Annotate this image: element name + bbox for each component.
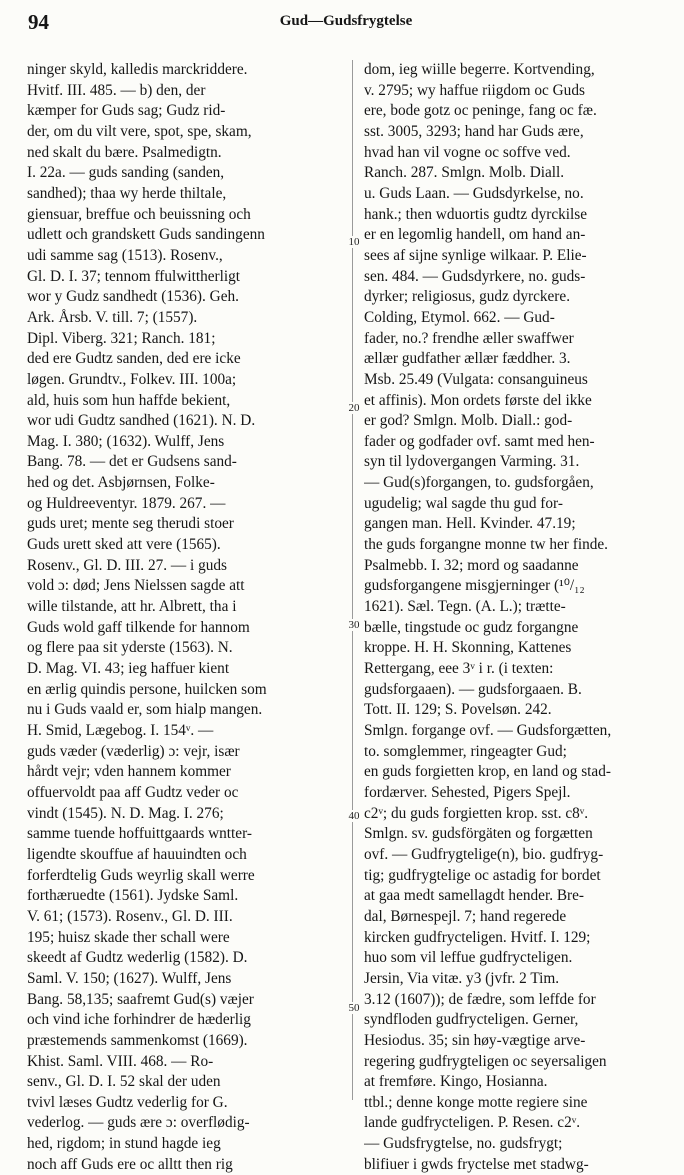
right-column-line: — Gudsfrygtelse, no. gudsfrygt; <box>364 1135 563 1153</box>
left-column-line: ded ere Gudtz sanden, ded ere icke <box>27 350 241 368</box>
right-column-line: — Gud(s)forgangen, to. gudsforgåen, <box>364 474 594 492</box>
right-column-line: Smlgn. sv. gudsförgäten og forgætten <box>364 825 593 843</box>
left-column-line: der, om du vilt vere, spot, spe, skam, <box>27 122 252 140</box>
right-column-line: 1621). Sæl. Tegn. (A. L.); trætte- <box>364 598 566 616</box>
left-column-line: hårdt vejr; vden hannem kommer <box>27 763 231 781</box>
left-column-line: och vind iche forhindrer de hæderlig <box>27 1011 251 1029</box>
page-header <box>22 10 670 36</box>
left-column-line: ald, huis som hun haffde bekient, <box>27 391 231 409</box>
page-number: 94 <box>28 10 49 34</box>
right-column-line: at gaa medt samellagdt hender. Bre- <box>364 887 585 905</box>
left-column-line: I. 22a. — guds sanding (sanden, <box>27 164 225 182</box>
left-column-line: D. Mag. VI. 43; ieg haffuer kient <box>27 660 230 678</box>
line-marker-20: 20 <box>343 402 365 414</box>
right-column-line: Msb. 25.49 (Vulgata: consanguineus <box>364 370 588 388</box>
right-column-line: et affinis). Mon ordets første del ikke <box>364 391 592 409</box>
left-column-line: kæmper for Guds sag; Gudz rid- <box>27 102 226 120</box>
line-marker-30: 30 <box>343 619 365 631</box>
right-column <box>364 60 670 1175</box>
right-column-line: Tott. II. 129; S. Povelsøn. 242. <box>364 701 552 719</box>
left-column-line: 195; huisz skade ther schall were <box>27 928 230 946</box>
right-column-line: Ranch. 287. Smlgn. Molb. Diall. <box>364 164 565 182</box>
left-column-line: tvivl læses Gudtz vederlig for G. <box>27 1093 228 1111</box>
right-column-line: sst. 3005, 3293; hand har Guds ære, <box>364 122 584 140</box>
right-column-line: bælle, tingstude oc gudz forgangne <box>364 618 579 636</box>
running-head: Gud—Gudsfrygtelse <box>279 13 413 29</box>
right-column-line: Smlgn. forgange ovf. — Gudsforgætten, <box>364 722 612 739</box>
right-column-line: lande gudfrycteligen. P. Resen. c2ᵛ. <box>364 1114 581 1132</box>
left-column-line: en ærlig quindis persone, huilcken som <box>27 680 267 698</box>
left-column-line: ninger skyld, kalledis marckriddere. <box>27 61 248 78</box>
left-column-line: Rosenv., Gl. D. III. 27. — i guds <box>27 556 227 574</box>
left-column-line: Bang. 58,135; saafremt Gud(s) væjer <box>27 990 254 1008</box>
right-column-line: ttbl.; denne konge motte regiere sine <box>364 1093 588 1111</box>
left-column-line: wille tilstande, att hr. Albrett, tha i <box>27 598 237 616</box>
right-column-line: u. Guds Laan. — Gudsdyrkelse, no. <box>364 184 584 202</box>
right-column-line: syndfloden gudfrycteligen. Gerner, <box>364 1011 579 1029</box>
right-column-line: gudsforgangene misgjerninger (¹⁰/₁₂ <box>364 577 585 595</box>
left-column-line: udlett och grandskett Guds sandingenn <box>27 226 265 244</box>
right-column-line: dal, Børnespejl. 7; hand regerede <box>364 907 567 925</box>
left-column-line: udi samme sag (1513). Rosenv., <box>27 246 223 264</box>
right-column-line: regering gudfrygteligen oc seyersaligen <box>364 1052 607 1070</box>
right-column-line: kroppe. H. H. Skonning, Kattenes <box>364 639 572 657</box>
left-column-line: guds væder (væderlig) ɔ: vejr, især <box>27 742 240 760</box>
left-column-line: Saml. V. 150; (1627). Wulff, Jens <box>27 969 232 987</box>
line-marker-10: 10 <box>343 236 365 248</box>
left-column-line: V. 61; (1573). Rosenv., Gl. D. III. <box>27 907 233 925</box>
left-column-line: offuervoldt paa aff Gudtz veder oc <box>27 783 239 801</box>
right-column-line: kircken gudfrycteligen. Hvitf. I. 129; <box>364 928 591 946</box>
right-column-line: hvad han vil vogne oc soffve ved. <box>364 143 571 161</box>
left-column-line: Hvitf. III. 485. — b) den, der <box>27 81 206 99</box>
left-column-line: Dipl. Viberg. 321; Ranch. 181; <box>27 329 216 347</box>
left-column-line: senv., Gl. D. I. 52 skal der uden <box>27 1073 221 1091</box>
right-column-line: dyrker; religiosus, gudz dyrckere. <box>364 288 571 306</box>
left-column-line: hed, rigdom; in stund hagde ieg <box>27 1135 221 1153</box>
right-column-line: huo som vil leffue gudfrycteligen. <box>364 949 573 967</box>
right-column-line: dom, ieg wiille begerre. Kortvending, <box>364 61 595 78</box>
right-column-line: v. 2795; wy haffue riigdom oc Guds <box>364 81 585 99</box>
left-column-line: giensuar, breffue och beuissning och <box>27 205 251 223</box>
left-column-line: Khist. Saml. VIII. 468. — Ro- <box>27 1052 214 1070</box>
right-column-line: the guds forgangne monne tw her finde. <box>364 536 608 554</box>
left-column-line: præstemends sammenkomst (1669). <box>27 1031 248 1049</box>
left-column-line: løgen. Grundtv., Folkev. III. 100a; <box>27 370 237 388</box>
line-marker-40: 40 <box>343 810 365 822</box>
left-column-line: vold ɔ: død; Jens Nielssen sagde att <box>27 577 245 595</box>
left-column-line: vindt (1545). N. D. Mag. I. 276; <box>27 804 224 822</box>
left-column-line: samme tuende hoffuittgaards wntter- <box>27 825 252 843</box>
right-column-line: er en legomlig handell, om hand an- <box>364 226 586 244</box>
left-column-line: vederlog. — guds ære ɔ: overflødig- <box>27 1114 250 1132</box>
right-column-line: hank.; then wduortis gudtz dyrckilse <box>364 205 588 223</box>
right-column-line: ællær gudfather ællær fæddher. 3. <box>364 350 571 368</box>
left-column-line: og flere paa sit yderste (1563). N. <box>27 639 233 657</box>
right-column-line: gangen man. Hell. Kvinder. 47.19; <box>364 515 576 533</box>
right-column-line: syn til lydovergangen Varming. 31. <box>364 453 580 471</box>
right-column-line: Jersin, Via vitæ. y3 (jvfr. 2 Tim. <box>364 969 560 987</box>
left-column-line: forferdtelig Guds weyrlig skall werre <box>27 866 255 884</box>
right-column-line: blifiuer i gwds fryctelse met stadwg- <box>364 1155 589 1173</box>
right-column-line: sen. 484. — Gudsdyrkere, no. guds- <box>364 267 586 285</box>
right-column-line: ovf. — Gudfrygtelige(n), bio. gudfryg- <box>364 845 604 863</box>
right-column-line: ere, bode gotz oc peninge, fang oc fæ. <box>364 102 597 120</box>
right-column-line: 3.12 (1607)); de fædre, som leffde for <box>364 990 596 1008</box>
right-column-line: at fremføre. Kingo, Hosianna. <box>364 1073 548 1091</box>
right-column-line: Colding, Etymol. 662. — Gud- <box>364 308 555 326</box>
left-column-line: Gl. D. I. 37; tennom ffulwittherligt <box>27 267 240 285</box>
right-column-line: c2ᵛ; du guds forgietten krop. sst. c8ᵛ. <box>364 804 589 822</box>
right-column-line: er god? Smlgn. Molb. Diall.: god- <box>364 412 573 430</box>
left-column <box>27 60 343 1175</box>
left-column-line: Mag. I. 380; (1632). Wulff, Jens <box>27 432 225 450</box>
left-column-line: hed og det. Asbjørnsen, Folke- <box>27 474 215 492</box>
left-column-line: Ark. Årsb. V. till. 7; (1557). <box>27 308 198 326</box>
right-column-line: to. somglemmer, ringeagter Gud; <box>364 742 567 760</box>
right-column-line: ugudelig; wal sagde thu gud for- <box>364 494 563 512</box>
left-column-line: wor y Gudz sandhedt (1536). Geh. <box>27 288 239 306</box>
left-column-line: skeedt af Gudtz wederlig (1582). D. <box>27 949 248 967</box>
left-column-line: noch aff Guds ere oc alltt then rig <box>27 1155 233 1173</box>
right-column-line: tig; gudfrygtelige oc astadig for bordet <box>364 866 601 884</box>
right-column-line: Hesiodus. 35; sin høy-vægtige arve- <box>364 1031 586 1049</box>
left-column-line: sandhed); thaa wy herde thiltale, <box>27 184 227 202</box>
right-column-line: fader og godfader ovf. samt med hen- <box>364 432 595 450</box>
left-column-line: forthæruedte (1561). Jydske Saml. <box>27 887 239 905</box>
left-column-line: guds uret; mente seg therudi stoer <box>27 515 234 533</box>
left-column-line: Guds urett sked att vere (1565). <box>27 536 221 554</box>
right-column-line: fader, no.? frendhe æller swaffwer <box>364 329 574 347</box>
right-column-line: sees af sijne synlige wilkaar. P. Elie- <box>364 246 587 264</box>
left-column-line: nu i Guds vaald er, som hialp mangen. <box>27 701 263 719</box>
left-column-line: H. Smid, Lægebog. I. 154ᵛ. — <box>27 722 214 739</box>
left-column-line: Guds wold gaff tilkende for hannom <box>27 618 250 636</box>
column-divider <box>352 60 353 1100</box>
right-column-line: fordærver. Sehested, Pigers Spejl. <box>364 783 571 801</box>
left-column-line: ligendte skouffue af hauuindten och <box>27 845 247 863</box>
left-column-line: ned skalt du bære. Psalmedigtn. <box>27 143 222 161</box>
left-column-line: Bang. 78. — det er Gudsens sand- <box>27 453 237 471</box>
right-column-line: en guds forgietten krop, en land og stad- <box>364 763 611 781</box>
right-column-line: Psalmebb. I. 32; mord og saadanne <box>364 556 579 574</box>
right-column-line: Rettergang, eee 3ᵛ i r. (i texten: <box>364 660 554 678</box>
left-column-line: wor udi Gudtz sandhed (1621). N. D. <box>27 412 256 430</box>
line-marker-50: 50 <box>343 1002 365 1014</box>
right-column-line: gudsforgaaen). — gudsforgaaen. B. <box>364 680 582 698</box>
left-column-line: og Huldreeventyr. 1879. 267. — <box>27 494 226 512</box>
